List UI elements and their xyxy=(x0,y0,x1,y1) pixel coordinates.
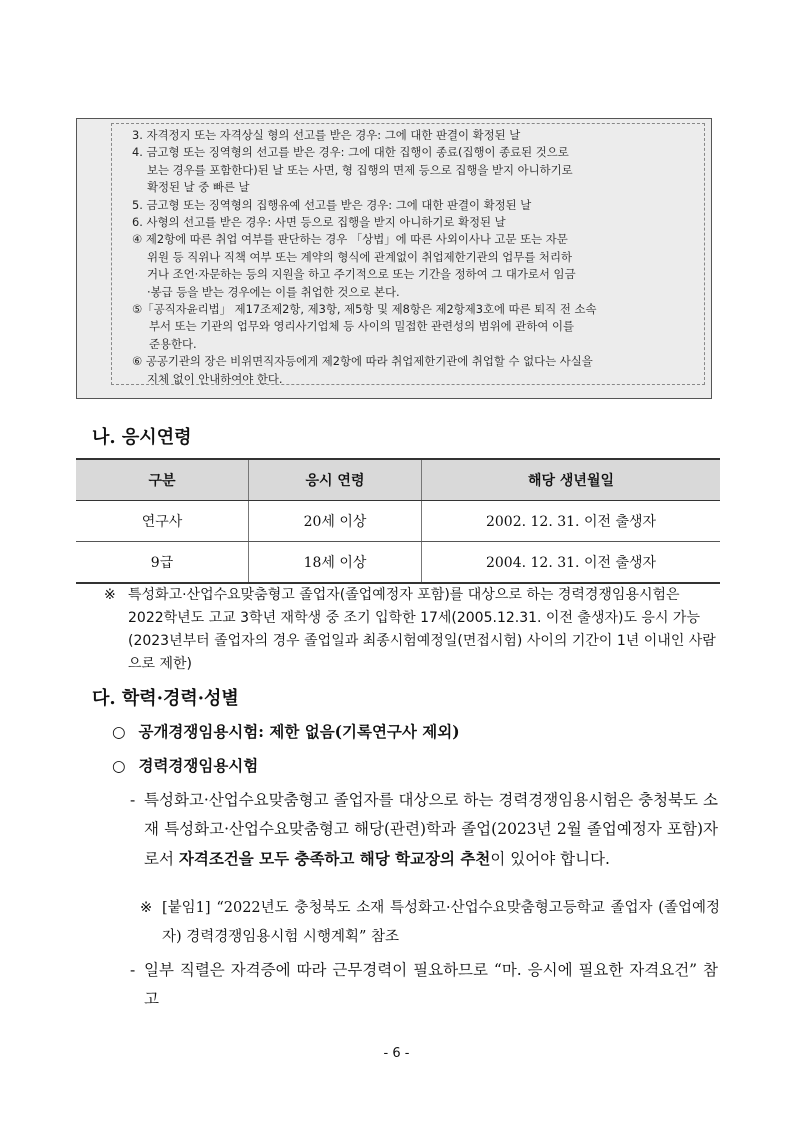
table-header-row xyxy=(76,459,720,501)
legal-line: 부서 또는 기관의 업무와 영리사기업체 등 사이의 밀접한 관련성의 범위에 관하여 이를 xyxy=(149,319,574,334)
license-paragraph xyxy=(130,956,718,1014)
license-text: 일부 직렬은 자격증에 따라 근무경력이 필요하므로 “마. 응시에 필요한 자격요건” 참고 xyxy=(144,961,718,1008)
section-da-title: 다. 학력·경력·성별 xyxy=(92,688,239,709)
table-row xyxy=(76,501,720,542)
legal-line: ④ 제2항에 따른 취업 여부를 판단하는 경우 「상법」에 따른 사외이사나 고문 또는 자문 xyxy=(132,232,568,247)
section-na-title: 나. 응시연령 xyxy=(92,427,192,448)
col-header-age: 응시 연령 xyxy=(249,459,422,501)
legal-line: 확정된 날 중 빠른 날 xyxy=(147,180,250,195)
cell-birthdate: 2002. 12. 31. 이전 출생자 xyxy=(422,501,721,542)
page-number: - 6 - xyxy=(383,1046,410,1061)
legal-line: 거나 조언·자문하는 등의 지원을 하고 주기적으로 또는 기간을 정하여 그 대가로서 임금 xyxy=(147,267,576,282)
circle-bullet-icon: ○ xyxy=(112,723,126,741)
reference-mark: ※ xyxy=(140,900,153,916)
legal-line: ⑥ 공공기관의 장은 비위면직자등에게 제2항에 따라 취업제한기관에 취업할 수 없다는 사실을 xyxy=(132,354,593,369)
note-text: 특성화고·산업수요맞춤형고 졸업자(졸업예정자 포함)를 대상으로 하는 경력경쟁임용시험은 2022학년도 고교 3학년 재학생 중 조기 입학한 17세(2005.12.31. 이전 출생자)도 응시 가능(2023년부터 졸업자의 경우 졸업일과 최종시험예정일(면접시험) 사이의 기간이 1년 이내인 사람으로 제한) xyxy=(128,587,716,672)
cell-birthdate: 2004. 12. 31. 이전 출생자 xyxy=(422,542,721,584)
legal-line: 준용한다. xyxy=(149,336,197,351)
legal-excerpt-box xyxy=(76,118,712,399)
requirement-emphasis: 자격조건을 모두 충족하고 해당 학교장의 추천 xyxy=(178,849,491,868)
dash-bullet: - xyxy=(130,961,136,979)
note-mark: ※ xyxy=(104,587,116,603)
requirement-text-end: 이 있어야 합니다. xyxy=(490,850,610,868)
reference-note xyxy=(140,894,720,952)
age-note xyxy=(104,584,718,676)
cell-age: 20세 이상 xyxy=(249,501,422,542)
circle-bullet-icon: ○ xyxy=(112,757,126,775)
open-exam-value: : 제한 없음(기록연구사 제외) xyxy=(258,722,460,741)
col-header-category: 구분 xyxy=(76,459,249,501)
requirement-text: 특성화고·산업수요맞춤형고 졸업자를 대상으로 하는 경력경쟁임용시험은 충청북도 소재 특성화고·산업수요맞춤형고 해당(관련)학과 졸업(2023년 2월 졸업예정자 포함)자로서 xyxy=(144,791,718,868)
age-table xyxy=(76,458,720,584)
legal-line: ⑤「공직자윤리법」 제17조제2항, 제3항, 제5항 및 제8항은 제2항제3호에 따른 퇴직 전 소속 xyxy=(132,302,597,317)
cell-category: 연구사 xyxy=(76,501,249,542)
career-requirement-paragraph xyxy=(130,786,718,874)
legal-excerpt-text xyxy=(111,123,705,385)
col-header-birthdate: 해당 생년월일 xyxy=(422,459,721,501)
career-exam-label: 경력경쟁임용시험 xyxy=(138,756,259,775)
legal-line: 6. 사형의 선고를 받은 경우: 사면 등으로 집행을 받지 아니하기로 확정된 날 xyxy=(132,215,506,230)
legal-line: 5. 금고형 또는 징역형의 집행유예 선고를 받은 경우: 그에 대한 판결이 확정된 날 xyxy=(132,197,532,212)
table-row xyxy=(76,542,720,584)
dash-bullet: - xyxy=(130,791,136,809)
open-exam-line xyxy=(112,720,460,742)
reference-text: [붙임1] “2022년도 충청북도 소재 특성화고·산업수요맞춤형고등학교 졸업자 (졸업예정자) 경력경쟁임용시험 시행계획” 참조 xyxy=(162,900,720,945)
career-exam-line xyxy=(112,754,258,776)
legal-line: 4. 금고형 또는 징역형의 선고를 받은 경우: 그에 대한 집행이 종료(집행이 종료된 것으로 xyxy=(132,145,569,160)
legal-line: 위원 등 직위나 직책 여부 또는 계약의 형식에 관계없이 취업제한기관의 업무를 처리하 xyxy=(147,249,572,264)
legal-line: 3. 자격정지 또는 자격상실 형의 선고를 받은 경우: 그에 대한 판결이 확정된 날 xyxy=(132,128,521,142)
legal-line: 보는 경우를 포함한다)된 날 또는 사면, 형 집행의 면제 등으로 집행을 받지 아니하기로 xyxy=(147,162,573,177)
cell-age: 18세 이상 xyxy=(249,542,422,584)
cell-category: 9급 xyxy=(76,542,249,584)
legal-line: 지체 없이 안내하여야 한다. xyxy=(147,371,283,386)
open-exam-label: 공개경쟁임용시험 xyxy=(138,722,259,741)
legal-line: ·봉급 등을 받는 경우에는 이를 취업한 것으로 본다. xyxy=(147,284,400,299)
